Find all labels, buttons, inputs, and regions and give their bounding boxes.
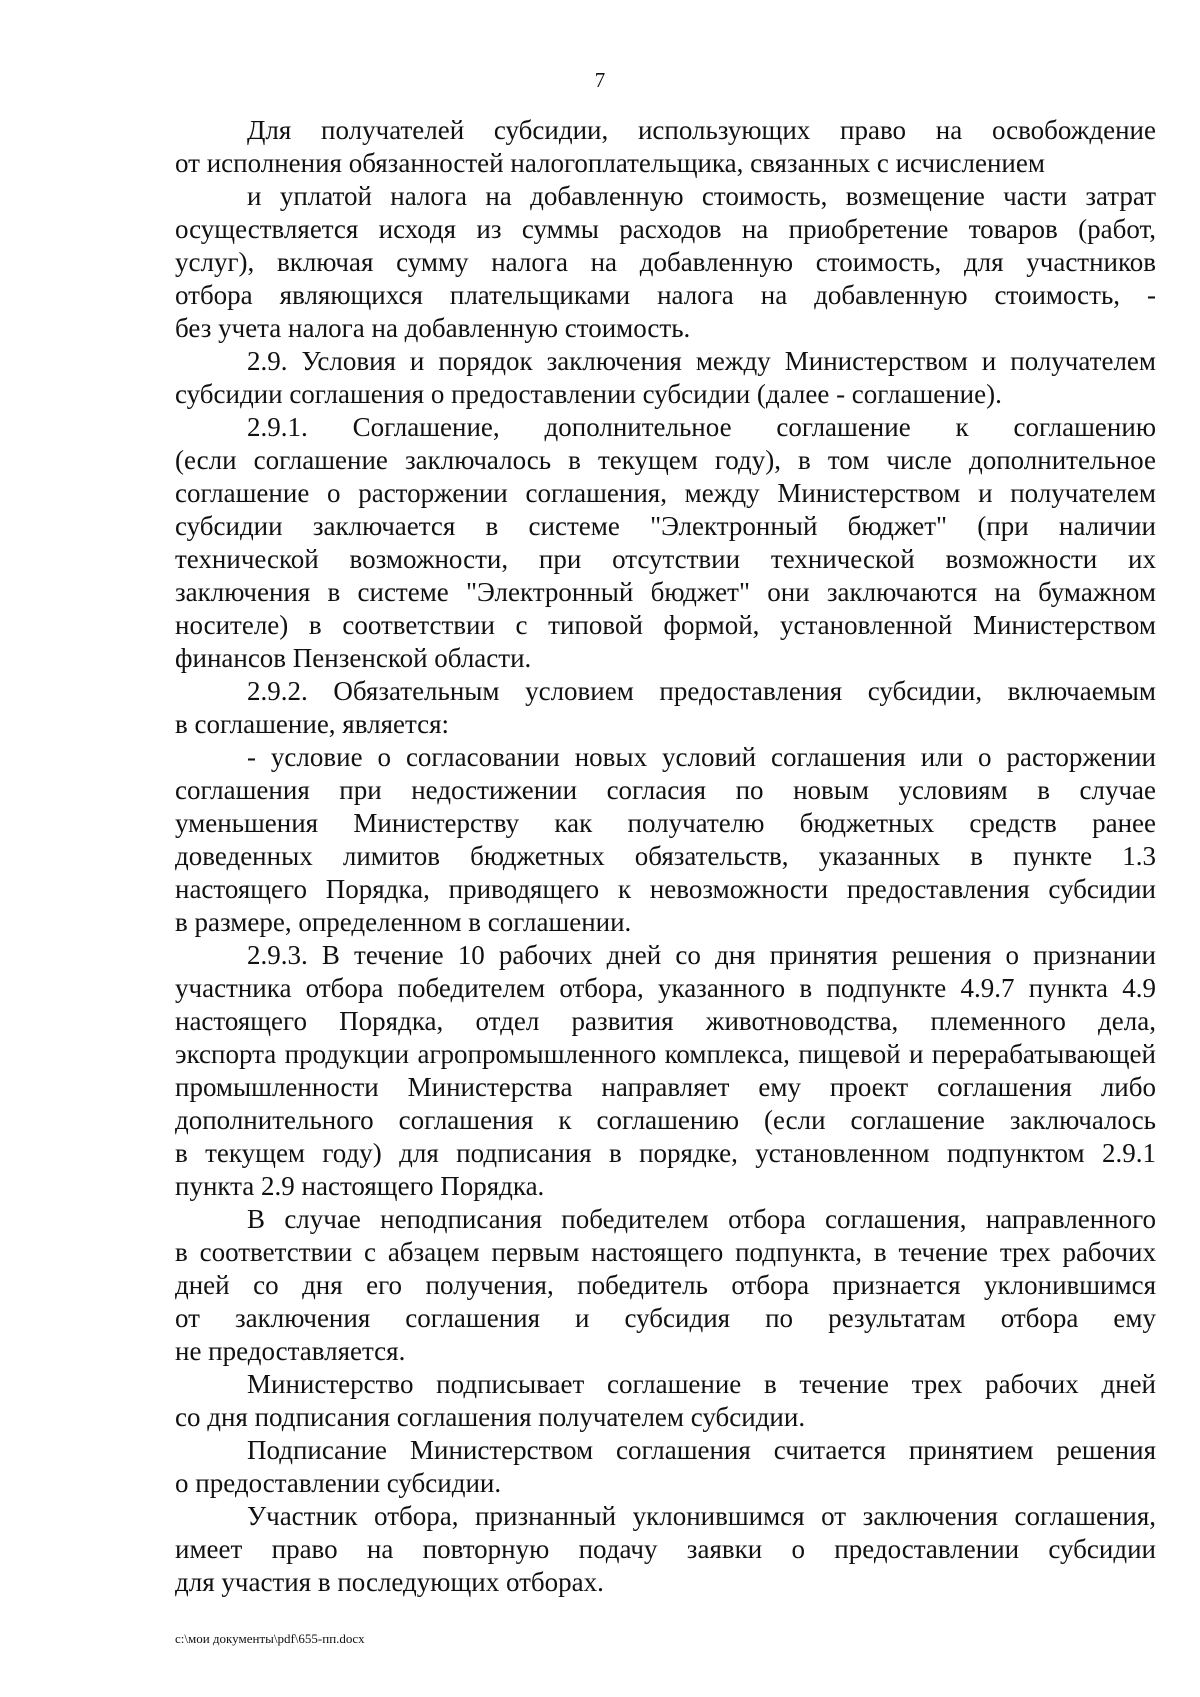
- paragraph: [175, 1500, 1156, 1599]
- text-line: доведенных лимитов бюджетных обязательств, указанных в пункте 1.3: [175, 841, 1156, 871]
- text-line: осуществляется исходя из суммы расходов на приобретение товаров (работ,: [175, 214, 1156, 244]
- text-line: настоящего Порядка, отдел развития животноводства, племенного дела,: [175, 1006, 1156, 1036]
- paragraph: [175, 1203, 1156, 1368]
- text-line: экспорта продукции агропромышленного комплекса, пищевой и перерабатывающей: [175, 1039, 1156, 1069]
- text-line: 2.9.1. Соглашение, дополнительное соглашение к соглашению: [247, 412, 1156, 442]
- footer-file-path: c:\мои документы\pdf\655-пп.docx: [175, 1631, 365, 1646]
- paragraph: [175, 345, 1156, 411]
- paragraph: [175, 411, 1156, 675]
- text-line: в размере, определенном в соглашении.: [175, 907, 632, 937]
- text-line: со дня подписания соглашения получателем субсидии.: [175, 1402, 806, 1432]
- paragraph: [175, 741, 1156, 939]
- paragraph: [175, 675, 1156, 741]
- paragraph: [175, 114, 1156, 180]
- text-line: носителе) в соответствии с типовой формой, установленной Министерством: [175, 610, 1156, 640]
- text-line: промышленности Министерства направляет ему проект соглашения либо: [175, 1072, 1156, 1102]
- text-line: субсидии заключается в системе "Электронный бюджет" (при наличии: [175, 511, 1156, 541]
- text-line: соглашение о расторжении соглашения, между Министерством и получателем: [175, 478, 1156, 508]
- text-line: участника отбора победителем отбора, указанного в подпункте 4.9.7 пункта 4.9: [175, 973, 1156, 1003]
- text-line: от исполнения обязанностей налогоплательщика, связанных с исчислением: [175, 148, 1045, 178]
- text-line: субсидии соглашения о предоставлении субсидии (далее - соглашение).: [175, 379, 1002, 409]
- text-line: - условие о согласовании новых условий соглашения или о расторжении: [247, 742, 1156, 772]
- text-line: Для получателей субсидии, использующих право на освобождение: [247, 115, 1156, 145]
- text-line: отбора являющихся плательщиками налога на добавленную стоимость, -: [175, 280, 1156, 310]
- text-line: Подписание Министерством соглашения считается принятием решения: [247, 1435, 1156, 1465]
- text-line: дополнительного соглашения к соглашению (если соглашение заключалось: [175, 1105, 1156, 1135]
- paragraph: [175, 1368, 1156, 1434]
- text-line: Участник отбора, признанный уклонившимся от заключения соглашения,: [247, 1501, 1156, 1531]
- paragraph: [175, 1434, 1156, 1500]
- text-line: соглашения при недостижении согласия по новым условиям в случае: [175, 775, 1156, 805]
- page-number: 7: [594, 68, 606, 92]
- text-line: уменьшения Министерству как получателю бюджетных средств ранее: [175, 808, 1156, 838]
- text-line: финансов Пензенской области.: [175, 643, 532, 673]
- text-line: услуг), включая сумму налога на добавленную стоимость, для участников: [175, 247, 1156, 277]
- text-line: в соответствии с абзацем первым настоящего подпункта, в течение трех рабочих: [175, 1237, 1156, 1267]
- text-line: (если соглашение заключалось в текущем году), в том числе дополнительное: [175, 445, 1156, 475]
- paragraph: [175, 939, 1156, 1203]
- text-line: пункта 2.9 настоящего Порядка.: [175, 1171, 545, 1201]
- text-line: В случае неподписания победителем отбора соглашения, направленного: [247, 1204, 1156, 1234]
- text-line: имеет право на повторную подачу заявки о предоставлении субсидии: [175, 1534, 1156, 1564]
- text-line: 2.9.3. В течение 10 рабочих дней со дня принятия решения о признании: [247, 940, 1156, 970]
- text-line: от заключения соглашения и субсидия по результатам отбора ему: [175, 1303, 1156, 1333]
- text-line: без учета налога на добавленную стоимость.: [175, 313, 691, 343]
- document-body: [175, 114, 1156, 1599]
- text-line: Министерство подписывает соглашение в течение трех рабочих дней: [247, 1369, 1156, 1399]
- text-line: дней со дня его получения, победитель отбора признается уклонившимся: [175, 1270, 1156, 1300]
- text-line: и уплатой налога на добавленную стоимость, возмещение части затрат: [247, 181, 1156, 211]
- text-line: технической возможности, при отсутствии технической возможности их: [175, 544, 1156, 574]
- text-line: заключения в системе "Электронный бюджет" они заключаются на бумажном: [175, 577, 1156, 607]
- text-line: не предоставляется.: [175, 1336, 406, 1366]
- text-line: о предоставлении субсидии.: [175, 1468, 502, 1498]
- text-line: 2.9. Условия и порядок заключения между Министерством и получателем: [247, 346, 1156, 376]
- text-line: в текущем году) для подписания в порядке, установленном подпунктом 2.9.1: [175, 1138, 1156, 1168]
- text-line: в соглашение, является:: [175, 709, 450, 739]
- text-line: 2.9.2. Обязательным условием предоставления субсидии, включаемым: [247, 676, 1156, 706]
- paragraph: [175, 180, 1156, 345]
- text-line: для участия в последующих отборах.: [175, 1567, 604, 1597]
- text-line: настоящего Порядка, приводящего к невозможности предоставления субсидии: [175, 874, 1156, 904]
